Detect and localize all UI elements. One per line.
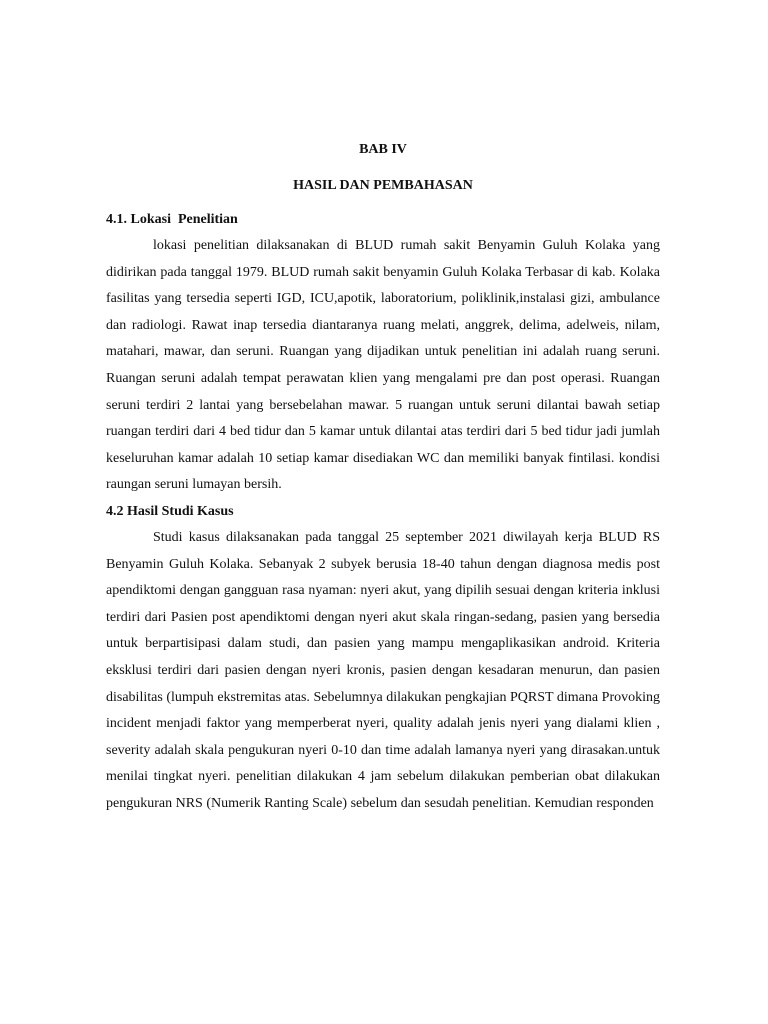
section-heading-lokasi: 4.1. Lokasi Penelitian bbox=[106, 212, 238, 227]
document-page bbox=[106, 140, 660, 817]
section-heading-hasil: 4.2 Hasil Studi Kasus bbox=[106, 503, 234, 519]
chapter-title: HASIL DAN PEMBAHASAN bbox=[293, 178, 473, 193]
paragraph-hasil: Studi kasus dilaksanakan pada tanggal 25 september 2021 diwilayah kerja BLUD RS Benyamin Guluh Kolaka. Sebanyak 2 subyek berusia 18-40 tahun dengan diagnosa medis post apendiktomi dengan gangguan rasa nyaman: nyeri akut, yang dipilih sesuai dengan kriteria inklusi terdiri dari Pasien post apendiktomi dengan nyeri akut skala ringan-sedang, pasien yang bersedia untuk berpartisipasi dalam studi, dan pasien yang mampu mengaplikasikan android. Kriteria eksklusi terdiri dari pasien dengan nyeri kronis, pasien dengan kesadaran menurun, dan pasien disabilitas (lumpuh ekstremitas atas. Sebelumnya dilakukan pengkajian PQRST dimana Provoking incident menjadi faktor yang memperberat nyeri, quality adalah jenis nyeri yang dialami klien , severity adalah skala pengukuran nyeri 0-10 dan time adalah lamanya nyeri yang dirasakan.untuk menilai tingkat nyeri. penelitian dilakukan 4 jam sebelum dilakukan pemberian obat dilakukan pengukuran NRS (Numerik Ranting Scale) sebelum dan sesudah penelitian. Kemudian responden bbox=[106, 529, 660, 811]
paragraph-lokasi: lokasi penelitian dilaksanakan di BLUD rumah sakit Benyamin Guluh Kolaka yang didirikan pada tanggal 1979. BLUD rumah sakit benyamin Guluh Kolaka Terbasar di kab. Kolaka fasilitas yang tersedia seperti IGD, ICU,apotik, laboratorium, poliklinik,instalasi gizi, ambulance dan radiologi. Rawat inap tersedia diantaranya ruang melati, anggrek, delima, adelweis, nilam, matahari, mawar, dan seruni. Ruangan yang dijadikan untuk penelitian ini adalah ruang seruni. Ruangan seruni adalah tempat perawatan klien yang mengalami pre dan post operasi. Ruangan seruni terdiri 2 lantai yang bersebelahan mawar. 5 ruangan untuk seruni dilantai bawah setiap ruangan terdiri dari 4 bed tidur dan 5 kamar untuk dilantai atas terdiri dari 5 bed tidur jadi jumlah keseluruhan kamar adalah 10 setiap kamar disediakan WC dan memiliki banyak fintilasi. kondisi raungan seruni lumayan bersih. bbox=[106, 238, 660, 493]
chapter-label: BAB IV bbox=[359, 142, 407, 157]
